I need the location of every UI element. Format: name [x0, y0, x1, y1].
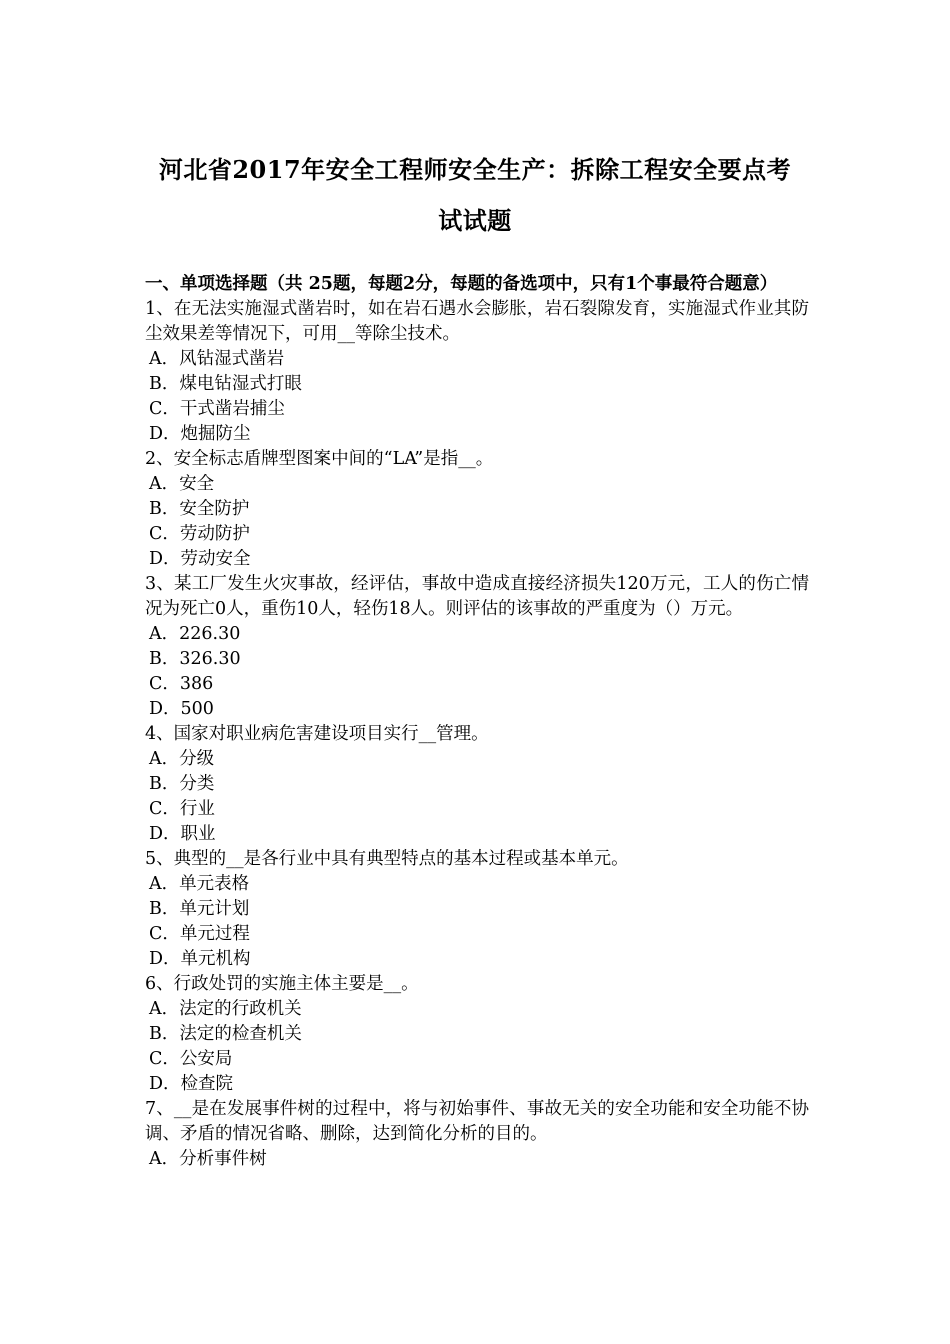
question-text: 3、某工厂发生火灾事故，经评估，事故中造成直接经济损失120万元，工人的伤亡情况为死亡0人，重伤10人，轻伤18人。则评估的该事故的严重度为（）万元。	[145, 574, 809, 619]
question-text: 6、行政处罚的实施主体主要是__。	[145, 974, 419, 994]
option-a: A．226.30	[149, 624, 241, 644]
option-c: C．劳动防护	[149, 524, 250, 544]
option-d: D．检查院	[149, 1074, 234, 1094]
option-b: B．煤电钻湿式打眼	[149, 374, 302, 394]
option-c: C．干式凿岩捕尘	[149, 399, 285, 419]
option-c: C．行业	[149, 799, 215, 819]
document-title-line-2: 试试题	[438, 206, 512, 235]
document-body	[145, 272, 809, 1172]
document-title-line-1: 河北省2017年安全工程师安全生产：拆除工程安全要点考	[158, 155, 792, 184]
question-6	[145, 972, 809, 1097]
option-b: B．安全防护	[149, 499, 250, 519]
option-b: B．单元计划	[149, 899, 250, 919]
question-7	[145, 1097, 809, 1172]
option-a: A．法定的行政机关	[149, 999, 302, 1019]
question-1	[145, 297, 809, 447]
option-c: C．单元过程	[149, 924, 250, 944]
option-d: D．单元机构	[149, 949, 251, 969]
option-d: D．劳动安全	[149, 549, 251, 569]
option-c: C．386	[149, 674, 214, 694]
question-4	[145, 722, 809, 847]
option-d: D．500	[149, 699, 214, 719]
option-d: D．炮掘防尘	[149, 424, 251, 444]
question-text: 2、安全标志盾牌型图案中间的“LA”是指__。	[145, 449, 494, 469]
section-heading: 一、单项选择题（共 25题，每题2分，每题的备选项中，只有1个事最符合题意）	[145, 274, 778, 294]
option-a: A．分级	[149, 749, 215, 769]
question-text: 5、典型的__是各行业中具有典型特点的基本过程或基本单元。	[145, 849, 629, 869]
option-a: A．单元表格	[149, 874, 250, 894]
question-5	[145, 847, 809, 972]
option-b: B．法定的检查机关	[149, 1024, 302, 1044]
option-b: B．分类	[149, 774, 215, 794]
option-a: A．风钻湿式凿岩	[149, 349, 285, 369]
option-b: B．326.30	[149, 649, 241, 669]
option-a: A．分析事件树	[149, 1149, 267, 1169]
option-d: D．职业	[149, 824, 216, 844]
option-c: C．公安局	[149, 1049, 233, 1069]
option-a: A．安全	[149, 474, 215, 494]
question-3	[145, 572, 809, 722]
question-text: 1、在无法实施湿式凿岩时，如在岩石遇水会膨胀，岩石裂隙发育，实施湿式作业其防尘效果差等情况下，可用__等除尘技术。	[145, 299, 809, 344]
question-2	[145, 447, 809, 572]
question-text: 7、__是在发展事件树的过程中，将与初始事件、事故无关的安全功能和安全功能不协调、矛盾的情况省略、删除，达到简化分析的目的。	[145, 1099, 809, 1144]
question-text: 4、国家对职业病危害建设项目实行__管理。	[145, 724, 489, 744]
